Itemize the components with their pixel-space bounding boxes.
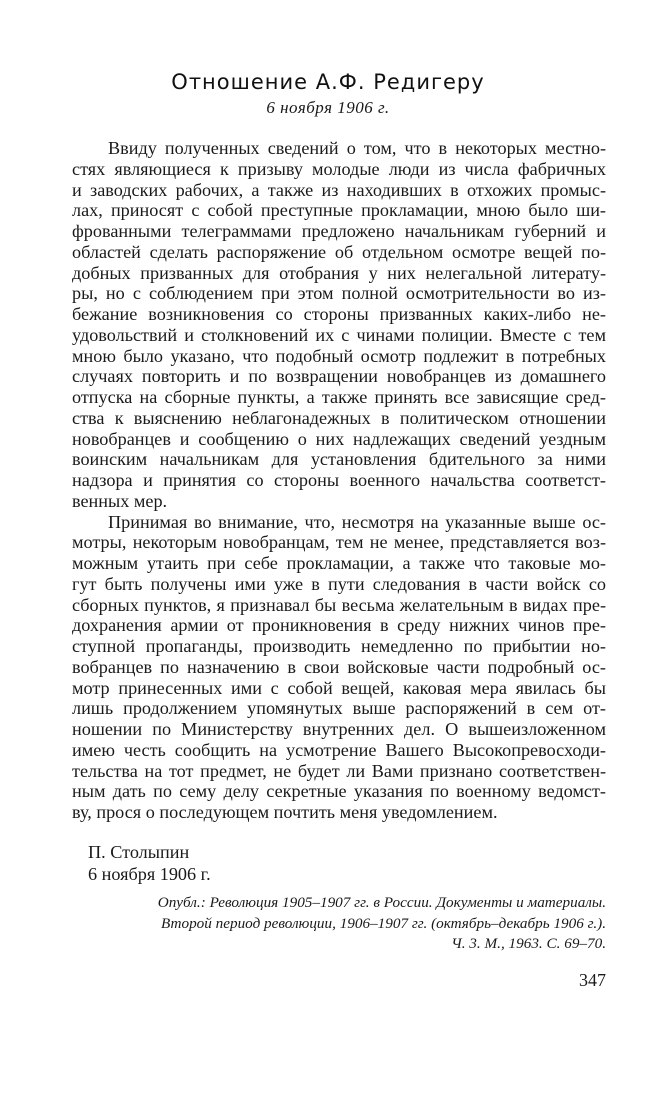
signature-name: П. Столыпин	[88, 842, 190, 862]
text-line: ным дать по сему делу секретные указания по военному ведомст-	[72, 781, 606, 802]
text-line: удовольствий и столкновений их с чинами полиции. Вместе с тем	[72, 324, 606, 345]
text-line: случаях повторить и по возвращении новобранцев из домашнего	[72, 366, 606, 387]
text-line: новобранцев и сообщению о них надлежащих сведений уездным	[72, 428, 606, 449]
text-line: дохранения армии от проникновения в среду нижних чинов пре-	[72, 615, 606, 636]
source-line: Второй период революции, 1906–1907 гг. (октябрь–декабрь 1906 г.).	[161, 914, 606, 932]
page-number: 347	[579, 970, 606, 990]
text-line: сборных пунктов, я признавал бы весьма желательным в видах пре-	[72, 594, 606, 615]
text-line: ства к выяснению неблагонадежных в политическом отношении	[72, 407, 606, 428]
text-line: ву, прося о последующем почтить меня уведомлением.	[72, 802, 498, 822]
text-line: и заводских рабочих, а также из находивших в отхожих промыс-	[72, 179, 606, 200]
text-line: имею честь сообщить на усмотрение Вашего Высокопревосходи-	[72, 739, 606, 760]
text-line: Принимая во внимание, что, несмотря на указанные выше ос-	[108, 511, 606, 532]
text-line: мотры, некоторым новобранцам, тем не менее, представляется воз-	[72, 532, 606, 553]
text-line: отпуска на сборные пункты, а также принять все зависящие сред-	[72, 387, 606, 407]
text-line: ступной пропаганды, производить немедленно по прибытии но-	[72, 636, 606, 656]
paragraph-2	[72, 512, 606, 823]
text-line: воинским начальникам для установления бдительного за ними	[72, 449, 606, 470]
signature-date: 6 ноября 1906 г.	[88, 864, 211, 884]
text-line: областей сделать распоряжение об отдельном осмотре вещей по-	[72, 241, 606, 262]
text-line: надзора и принятия со стороны военного начальства соответст-	[72, 470, 606, 490]
text-line: лах, приносят с собой преступные прокламации, мною было ши-	[72, 200, 606, 221]
text-line: вобранцев по назначению в свои войсковые части подробный ос-	[72, 656, 606, 677]
text-line: мотр принесенных ими с собой вещей, каковая мера явилась бы	[72, 677, 606, 698]
publication-source	[66, 893, 606, 955]
source-line: Опубл.: Революция 1905–1907 гг. в России. Документы и материалы.	[157, 894, 606, 911]
text-line: мною было указано, что подобный осмотр подлежит в потребных	[72, 345, 606, 366]
text-line: ры, но с соблюдением при этом полной осмотрительности во из-	[72, 283, 606, 304]
text-line: тельства на тот предмет, не будет ли Вами признано соответствен-	[72, 760, 606, 781]
document-date-subtitle: 6 ноября 1906 г.	[266, 98, 390, 117]
text-line: венных мер.	[72, 490, 168, 511]
document-title: Отношение А.Ф. Редигеру	[171, 70, 485, 94]
text-line: добных призванных для отобрания у них нелегальной литерату-	[72, 262, 606, 283]
text-line: ношении по Министерству внутренних дел. О вышеизложенном	[72, 719, 606, 739]
source-line: Ч. 3. М., 1963. С. 69–70.	[451, 935, 606, 952]
text-line: гут быть получены ими уже в пути следования в части войск со	[72, 573, 606, 594]
text-line: лишь продолжением упомянутых выше распоряжений в сем от-	[72, 698, 606, 719]
text-line: фрованными телеграммами предложено начальникам губерний и	[72, 221, 606, 241]
text-line: бежание возникновения со стороны призванных каких-либо не-	[72, 304, 606, 324]
text-line: можным утаить при себе прокламации, а также что таковые мо-	[72, 553, 606, 573]
text-line: Ввиду полученных сведений о том, что в некоторых местно-	[108, 138, 606, 158]
text-line: стях являющиеся к призыву молодые люди из числа фабричных	[72, 158, 606, 179]
document-body	[72, 138, 606, 823]
paragraph-1	[72, 138, 606, 512]
